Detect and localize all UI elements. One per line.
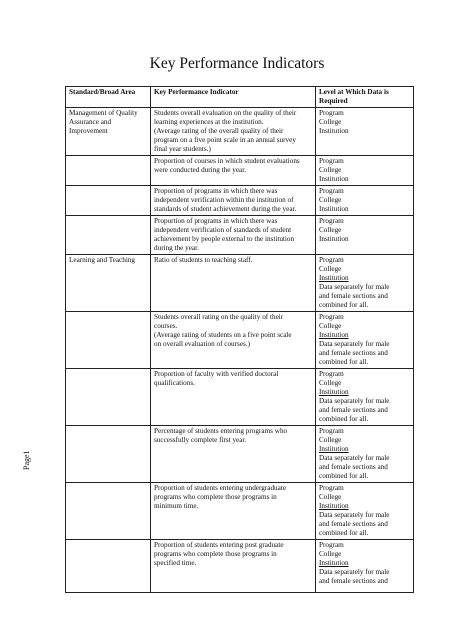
cell-level-line: combined for all. [319,529,369,537]
cell-level [316,255,414,312]
cell-kpi-line: independent verification of standards of student [154,226,292,234]
cell-kpi-line: minimum time. [154,502,199,510]
cell-level-line: Institution [319,502,349,510]
cell-kpi-line: Ratio of students to teaching staff. [154,256,253,264]
cell-level-line: combined for all. [319,415,369,423]
cell-level-line: and female sections and [319,463,388,471]
cell-kpi-line: Proportion of faculty with verified doctoral [154,370,279,378]
cell-kpi-line: on overall evaluation of courses.) [154,340,250,348]
cell-level-line: Program [319,484,344,492]
cell-standard-area [66,540,151,593]
header-standard-area: Standard/Broad Area [66,87,151,108]
cell-kpi-line: Percentage of students entering programs who [154,427,288,435]
cell-kpi-line: Proportion of programs in which there was [154,217,278,225]
cell-kpi-line: specified time. [154,559,197,567]
cell-kpi [151,186,316,216]
cell-standard-area [66,216,151,255]
cell-standard-area [66,108,151,156]
cell-level-line: Data separately for male [319,340,390,348]
cell-level-line: and female sections and [319,349,388,357]
cell-level-line: and female sections and [319,292,388,300]
cell-standard-area [66,483,151,540]
cell-level [316,108,414,156]
cell-standard-area-line: Management of Quality [69,109,138,117]
cell-level-line: College [319,166,342,174]
cell-standard-area [66,186,151,216]
table-row [66,108,414,156]
cell-level-line: Institution [319,559,349,567]
cell-level [316,186,414,216]
header-kpi: Key Performance Indicator [151,87,316,108]
cell-standard-area [66,156,151,186]
cell-kpi-line: (Average rating of the overall quality of their [154,127,284,135]
cell-kpi-line: final year students.) [154,145,211,153]
cell-kpi [151,312,316,369]
cell-kpi-line: achievement by people external to the institution [154,235,295,243]
table-body [66,108,414,593]
table-row [66,186,414,216]
cell-level-line: Program [319,541,344,549]
cell-level-line: Institution [319,127,349,135]
table-row [66,312,414,369]
cell-kpi [151,255,316,312]
document-title: Key Performance Indicators [149,55,325,72]
cell-kpi-line: Students overall rating on the quality of their [154,313,284,321]
cell-kpi-line: programs who complete those programs in [154,550,277,558]
cell-level-line: Institution [319,235,349,243]
cell-kpi-line: Proportion of programs in which there was [154,187,278,195]
cell-level-line: Institution [319,175,349,183]
cell-standard-area-line: Assurance and [69,118,112,126]
cell-standard-area [66,369,151,426]
cell-kpi-line: Proportion of courses in which student evaluations [154,157,300,165]
cell-kpi-line: Students overall evaluation on the quality of their [154,109,297,117]
cell-level-line: Data separately for male [319,568,390,576]
cell-kpi-line: courses. [154,322,178,330]
cell-level [316,426,414,483]
cell-kpi [151,156,316,186]
cell-kpi-line: were conducted during the year. [154,166,247,174]
cell-kpi-line: independent verification within the institution of [154,196,294,204]
cell-level [316,312,414,369]
cell-standard-area [66,312,151,369]
cell-level-line: Program [319,187,344,195]
cell-standard-area [66,426,151,483]
cell-level [316,216,414,255]
cell-level-line: combined for all. [319,358,369,366]
cell-level-line: Program [319,427,344,435]
cell-level-line: College [319,322,342,330]
cell-level-line: Data separately for male [319,397,390,405]
cell-kpi [151,108,316,156]
cell-kpi [151,216,316,255]
cell-kpi [151,483,316,540]
cell-level-line: Data separately for male [319,283,390,291]
kpi-table [65,86,414,593]
cell-kpi [151,426,316,483]
cell-level-line: Program [319,256,344,264]
cell-kpi-line: Proportion of students entering post graduate [154,541,284,549]
table-row [66,426,414,483]
cell-level-line: College [319,265,342,273]
cell-level-line: Program [319,217,344,225]
cell-kpi-line: learning experiences at the institution. [154,118,264,126]
cell-level-line: Data separately for male [319,511,390,519]
cell-level-line: and female sections and [319,406,388,414]
cell-level-line: combined for all. [319,472,369,480]
cell-level [316,369,414,426]
cell-level-line: Data separately for male [319,454,390,462]
table-row [66,156,414,186]
cell-kpi-line: (Average rating of students on a five point scale [154,331,292,339]
header-level: Level at Which Data is Required [316,87,414,108]
cell-kpi-line: programs who complete those programs in [154,493,277,501]
cell-level-line: Program [319,313,344,321]
cell-level-line: Institution [319,274,349,282]
cell-level [316,483,414,540]
table-header-row [66,87,414,108]
cell-kpi-line: Proportion of students entering undergraduate [154,484,287,492]
cell-level-line: College [319,118,342,126]
cell-level-line: combined for all. [319,301,369,309]
cell-level-line: College [319,196,342,204]
page-number-label: Page1 [22,450,31,470]
cell-level-line: College [319,493,342,501]
cell-level-line: College [319,226,342,234]
cell-kpi-line: successfully complete first year. [154,436,247,444]
cell-level-line: Institution [319,388,349,396]
table-row [66,483,414,540]
cell-kpi-line: during the year. [154,244,199,252]
table-row [66,216,414,255]
cell-level-line: Program [319,109,344,117]
cell-level-line: and female sections and [319,577,388,585]
cell-kpi [151,540,316,593]
cell-level-line: and female sections and [319,520,388,528]
cell-standard-area [66,255,151,312]
cell-level-line: College [319,550,342,558]
table-row [66,540,414,593]
cell-level [316,540,414,593]
cell-standard-area-line: Learning and Teaching [69,256,136,264]
cell-level-line: Institution [319,445,349,453]
cell-level-line: College [319,436,342,444]
cell-level-line: Program [319,370,344,378]
table-row [66,369,414,426]
cell-level-line: Institution [319,331,349,339]
table-row [66,255,414,312]
cell-kpi-line: standards of student achievement during the year. [154,205,297,213]
cell-level-line: College [319,379,342,387]
cell-kpi-line: qualifications. [154,379,195,387]
cell-level-line: Program [319,157,344,165]
cell-kpi-line: program on a five point scale in an annual survey [154,136,296,144]
cell-kpi [151,369,316,426]
cell-level [316,156,414,186]
cell-standard-area-line: Improvement [69,127,108,135]
cell-level-line: Institution [319,205,349,213]
